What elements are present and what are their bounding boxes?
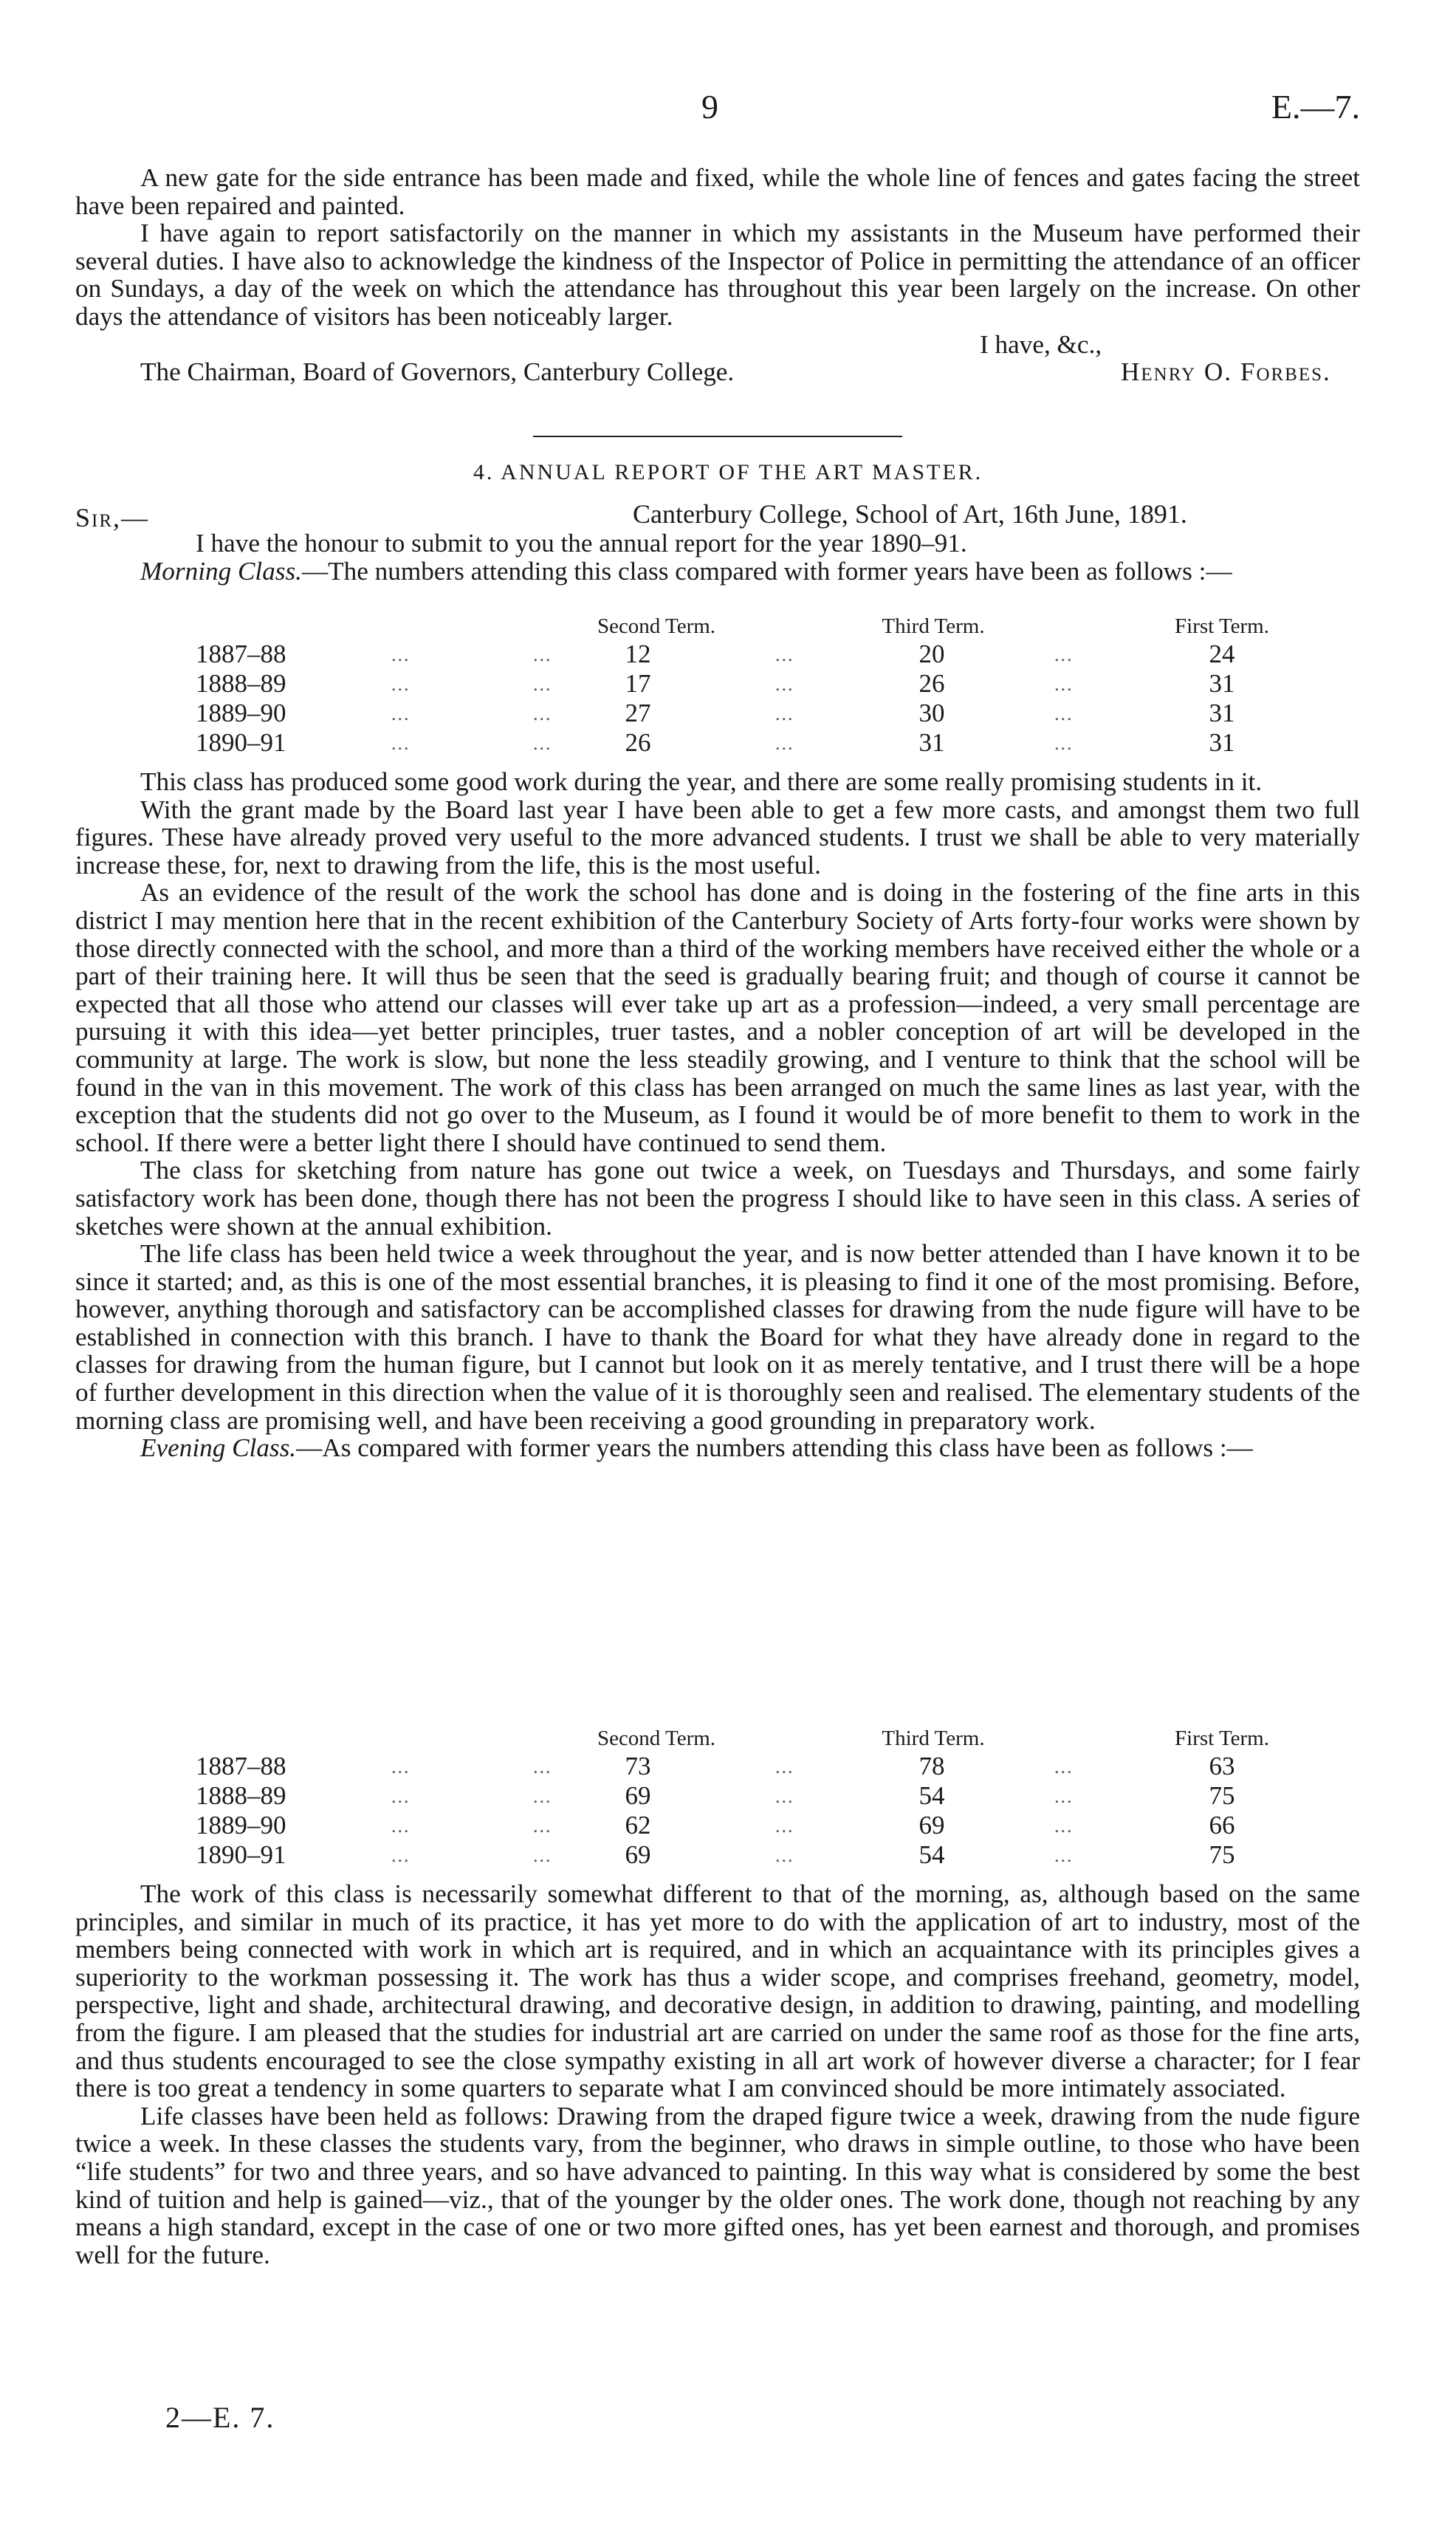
value-cell: 54: [918, 1781, 945, 1810]
year-cell: 1887–88: [196, 1752, 286, 1780]
leader-dots: ...: [391, 673, 411, 695]
morning-class-body: [75, 768, 1360, 1462]
page-number: 9: [701, 88, 718, 126]
paragraph: Life classes have been held as follows: Drawing from the draped figure twice a week, drawing from the nude figure twice a week. In these classes the students vary, from the beginner, who draws in simple outline, to those who have been “life students” for two and three years, and so have advanced to painting. In this way what is considered by some the best kind of tuition and help is gained—viz., that of the younger by the older ones. The work done, though not reaching by any means a high standard, except in the case of one or two more gifted ones, has yet been earnest and thorough, and promises well for the future.: [75, 2101, 1360, 2269]
table-row: [75, 728, 1360, 758]
leader-dots: ...: [391, 733, 411, 754]
leader-dots: ...: [1054, 644, 1074, 665]
evening-class-intro: [75, 1434, 1360, 1462]
value-cell: 31: [918, 728, 945, 757]
morning-class-intro-text: —The numbers attending this class compared with former years have been as follows :—: [301, 556, 1232, 586]
table-row: [75, 1781, 1360, 1811]
value-cell: 63: [1209, 1752, 1235, 1780]
addressee: The Chairman, Board of Governors, Canterbury College.: [140, 357, 735, 387]
value-cell: 17: [625, 669, 651, 698]
leader-dots: ...: [1054, 703, 1074, 724]
sign-off-row: [75, 331, 1360, 359]
document-reference: E.—7.: [1271, 88, 1360, 126]
leader-dots: ...: [775, 1756, 794, 1778]
section-divider: [533, 436, 902, 437]
signature-mark: 2—E. 7.: [165, 2401, 275, 2434]
sign-off: I have, &c.,: [980, 329, 1102, 359]
value-cell: 75: [1209, 1781, 1235, 1810]
leader-dots: ...: [775, 1845, 794, 1866]
year-cell: 1887–88: [196, 640, 286, 668]
addressee-row: [75, 358, 1360, 386]
page-header: [0, 87, 1456, 139]
value-cell: 78: [918, 1752, 945, 1780]
leader-dots: ...: [533, 1845, 552, 1866]
leader-dots: ...: [775, 703, 794, 724]
paragraph: The work of this class is necessarily somewhat different to that of the morning, as, although based on the same principles, and similar in much of its practice, it has yet more to do with the application of art to industry, most of the members being connected with work in which art is required, and in which an acquaintance with its principles gives a superiority to the workman possessing it. The work has thus a wider scope, and comprises freehand, geometry, model, perspective, light and shade, architectural drawing, and decorative design, in addition to drawing, painting, and modelling from the figure. I am pleased that the studies for industrial art are carried on under the same roof as those for the fine arts, and thus students encouraged to see the close sympathy existing in all art work of however diverse a character; for I fear there is too great a tendency in some quarters to separate what I am convinced should be more intimately associated.: [75, 1879, 1360, 2103]
leader-dots: ...: [1054, 1756, 1074, 1778]
leader-dots: ...: [775, 733, 794, 754]
leader-dots: ...: [775, 1815, 794, 1837]
morning-class-label: Morning Class.: [140, 556, 302, 586]
paragraph: This class has produced some good work during the year, and there are some really promising students in it.: [140, 767, 1263, 796]
column-header: Second Term.: [597, 1727, 716, 1750]
leader-dots: ...: [391, 703, 411, 724]
dateline: Canterbury College, School of Art, 16th June, 1891.: [633, 499, 1187, 529]
leader-dots: ...: [533, 673, 552, 695]
column-header: First Term.: [1175, 614, 1269, 638]
value-cell: 75: [1209, 1840, 1235, 1869]
table-row: [75, 1840, 1360, 1870]
year-cell: 1889–90: [196, 1811, 286, 1840]
value-cell: 69: [625, 1781, 651, 1810]
leader-dots: ...: [775, 644, 794, 665]
table-header: [75, 1727, 1360, 1752]
leader-dots: ...: [391, 1786, 411, 1807]
leader-dots: ...: [533, 1786, 552, 1807]
leader-dots: ...: [1054, 733, 1074, 754]
signature: Henry O. Forbes.: [1121, 357, 1331, 387]
value-cell: 69: [625, 1840, 651, 1869]
leader-dots: ...: [391, 1845, 411, 1866]
value-cell: 31: [1209, 669, 1235, 698]
column-header: Third Term.: [882, 1727, 985, 1750]
leader-dots: ...: [533, 1756, 552, 1778]
paragraph: The class for sketching from nature has gone out twice a week, on Tuesdays and Thursdays, and some fairly satisfactory work has been done, though there has not been the progress I should like to have seen in this class. A series of sketches were shown at the annual exhibition.: [75, 1156, 1360, 1241]
opening-paragraph: I have the honour to submit to you the annual report for the year 1890–91.: [196, 529, 967, 558]
table-row: [75, 1811, 1360, 1840]
value-cell: 31: [1209, 728, 1235, 757]
paragraph: As an evidence of the result of the work the school has done and is doing in the fostering of the fine arts in this district I may mention here that in the recent exhibition of the Canterbury Society of Arts forty-four works were shown by those directly connected with the school, and more than a third of the working members have received either the whole or a part of their training here. It will thus be seen that the seed is gradually bearing fruit; and though of course it cannot be expected that all those who attend our classes will ever take up art as a profession—indeed, a very small percentage are pursuing it with this idea—yet better principles, truer tastes, and a nobler conception of art will be developed in the community at large. The work is slow, but none the less steadily growing, and I venture to think that the school will be found in the van in this movement. The work of this class has been arranged on much the same lines as last year, with the exception that the students did not go over to the Museum, as I found it would be of more benefit to them to work in the school. If there were a better light there I should have continued to send them.: [75, 878, 1360, 1157]
leader-dots: ...: [775, 673, 794, 695]
leader-dots: ...: [391, 1756, 411, 1778]
evening-class-intro-text: —As compared with former years the numbers attending this class have been as follows :—: [296, 1433, 1253, 1463]
value-cell: 20: [918, 640, 945, 668]
value-cell: 24: [1209, 640, 1235, 668]
morning-attendance-table: [75, 614, 1360, 758]
morning-intro: [75, 529, 1360, 585]
value-cell: 31: [1209, 699, 1235, 727]
salutation: Sir,—: [75, 503, 150, 532]
table-row: [75, 640, 1360, 669]
leader-dots: ...: [533, 733, 552, 754]
value-cell: 69: [918, 1811, 945, 1840]
section-title: 4. ANNUAL REPORT OF THE ART MASTER.: [473, 460, 983, 484]
column-header: Second Term.: [597, 614, 716, 638]
year-cell: 1889–90: [196, 699, 286, 727]
table-row: [75, 699, 1360, 728]
value-cell: 73: [625, 1752, 651, 1780]
leader-dots: ...: [1054, 673, 1074, 695]
year-cell: 1890–91: [196, 1840, 286, 1869]
leader-dots: ...: [391, 1815, 411, 1837]
year-cell: 1888–89: [196, 1781, 286, 1810]
year-cell: 1890–91: [196, 728, 286, 757]
leader-dots: ...: [775, 1786, 794, 1807]
leader-dots: ...: [391, 644, 411, 665]
value-cell: 62: [625, 1811, 651, 1840]
evening-class-body: [75, 1880, 1360, 2269]
value-cell: 12: [625, 640, 651, 668]
year-cell: 1888–89: [196, 669, 286, 698]
paragraph: With the grant made by the Board last year I have been able to get a few more casts, and amongst them two full figures. These have already proved very useful to the more advanced students. I trust we shall be able to very materially increase these, for, next to drawing from the life, this is the most useful.: [75, 795, 1360, 880]
museum-report-conclusion: [75, 164, 1360, 386]
paragraph: The life class has been held twice a week throughout the year, and is now better attended than I have known it to be since it started; and, as this is one of the most essential branches, it is pleasing to find it one of the most promising. Before, however, anything thorough and satisfactory can be accomplished classes for drawing from the nude figure will have to be established in connection with this branch. I have to thank the Board for what they have already done in regard to the classes for drawing from the human figure, but I cannot but look on it as merely tentative, and I trust there will be a hope of further development in this direction when the value of it is thoroughly seen and realised. The elementary students of the morning class are promising well, and have been receiving a good grounding in preparatory work.: [75, 1239, 1360, 1435]
value-cell: 66: [1209, 1811, 1235, 1840]
leader-dots: ...: [1054, 1815, 1074, 1837]
morning-class-intro: [75, 558, 1360, 586]
evening-attendance-table: [75, 1727, 1360, 1870]
column-header: First Term.: [1175, 1727, 1269, 1750]
table-row: [75, 669, 1360, 699]
evening-class-label: Evening Class.: [140, 1433, 297, 1463]
column-header: Third Term.: [882, 614, 985, 638]
paragraph: I have again to report satisfactorily on the manner in which my assistants in the Museum have performed their several duties. I have also to acknowledge the kindness of the Inspector of Police in permitting the attendance of an officer on Sundays, a day of the week on which the attendance has throughout this year been largely on the increase. On other days the attendance of visitors has been noticeably larger.: [75, 219, 1360, 331]
paragraph: A new gate for the side entrance has been made and fixed, while the whole line of fences and gates facing the street have been repaired and painted.: [75, 163, 1360, 220]
value-cell: 26: [625, 728, 651, 757]
table-row: [75, 1752, 1360, 1781]
table-header: [75, 614, 1360, 640]
leader-dots: ...: [533, 703, 552, 724]
value-cell: 30: [918, 699, 945, 727]
leader-dots: ...: [1054, 1845, 1074, 1866]
value-cell: 26: [918, 669, 945, 698]
leader-dots: ...: [533, 1815, 552, 1837]
leader-dots: ...: [1054, 1786, 1074, 1807]
value-cell: 54: [918, 1840, 945, 1869]
leader-dots: ...: [533, 644, 552, 665]
salutation-row: [75, 498, 1360, 532]
value-cell: 27: [625, 699, 651, 727]
